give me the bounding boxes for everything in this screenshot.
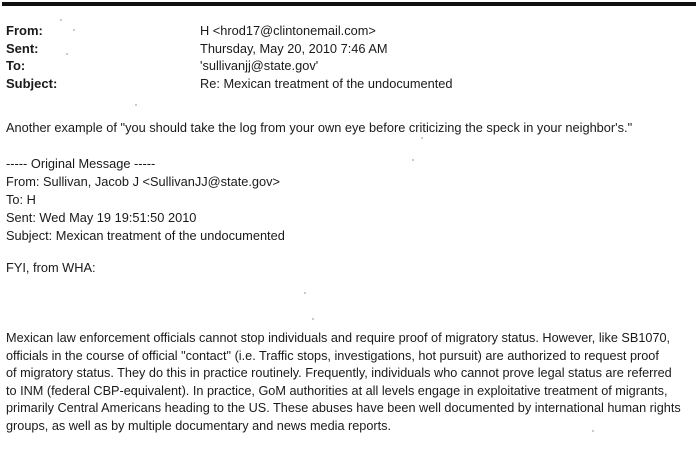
scan-speck [592,430,594,432]
scan-speck [135,104,137,106]
scan-speck [421,137,423,139]
header-to-value: 'sullivanjj@state.gov' [200,58,319,73]
scan-speck [412,159,414,161]
paragraph-line: officials in the course of official "contact" (i.e. Traffic stops, investigations, hot pursuit) are authorized to request proof [6,348,659,363]
header-subject-value: Re: Mexican treatment of the undocumented [200,75,453,91]
header-to-label: To: [6,58,26,73]
paragraph-line: of migratory status. They do this in practice routinely. Frequently, individuals who cannot prove legal status are referred [6,366,672,381]
scan-speck [66,53,68,55]
original-body-paragraph [6,330,698,436]
scan-speck [304,292,306,294]
original-from-line: From: Sullivan, Jacob J <SullivanJJ@state.gov> [6,174,281,189]
original-message-separator: ----- Original Message ----- [6,156,156,171]
paragraph-line: Mexican law enforcement officials cannot stop individuals and require proof of migratory status. However, like SB1070, [6,331,671,345]
original-sent-line: Sent: Wed May 19 19:51:50 2010 [6,210,197,225]
original-intro-line: FYI, from WHA: [6,260,96,275]
paragraph-line: to INM (federal CBP-equivalent). In practice, GoM authorities at all levels engage in exploitative treatment of migrants, [6,383,668,398]
scan-speck [73,29,75,31]
header-from-label: From: [6,23,43,38]
reply-body-text: Another example of "you should take the log from your own eye before criticizing the speck in your neighbor's." [6,120,633,135]
header-sent-label: Sent: [6,40,39,56]
scan-speck [312,318,314,320]
header-sent-value: Thursday, May 20, 2010 7:46 AM [200,40,388,56]
paragraph-line: primarily Central Americans heading to the US. These abuses have been well documented by international human rights [6,401,681,416]
original-subject-line: Subject: Mexican treatment of the undocumented [6,228,285,243]
header-subject-label: Subject: [6,75,58,91]
scan-speck [60,19,62,21]
top-divider-rule [2,2,696,6]
header-from-value: H <hrod17@clintonemail.com> [200,23,376,38]
original-to-line: To: H [6,192,36,207]
paragraph-line: groups, as well as by multiple documentary and news media reports. [6,418,392,433]
